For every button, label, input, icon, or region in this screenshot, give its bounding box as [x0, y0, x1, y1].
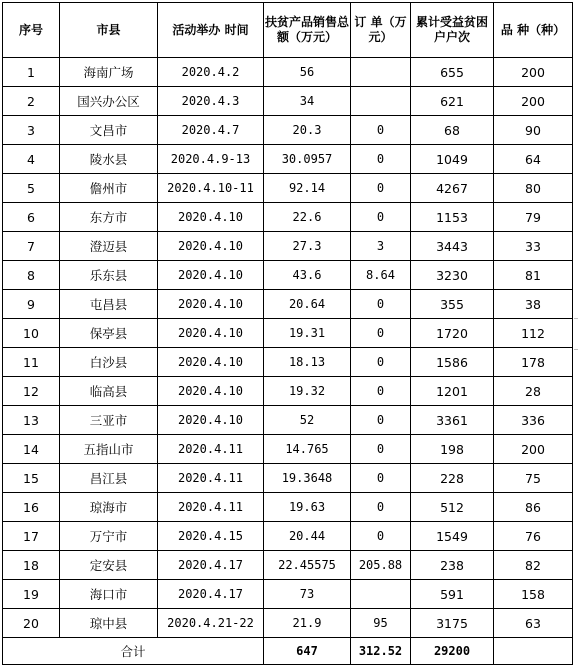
period-cell: 2020.4.9-13 — [158, 145, 264, 174]
households-cell: 621 — [411, 87, 494, 116]
table-row — [3, 609, 573, 638]
table-row — [3, 406, 573, 435]
sales-cell: 19.32 — [264, 377, 351, 406]
table-row — [3, 580, 573, 609]
seq-cell: 8 — [3, 261, 60, 290]
orders-cell: 95 — [351, 609, 411, 638]
period-cell: 2020.4.15 — [158, 522, 264, 551]
varieties-cell: 28 — [494, 377, 573, 406]
period-cell: 2020.4.10 — [158, 377, 264, 406]
varieties-cell: 63 — [494, 609, 573, 638]
seq-cell: 7 — [3, 232, 60, 261]
sales-cell: 14.765 — [264, 435, 351, 464]
orders-cell: 0 — [351, 464, 411, 493]
households-cell: 1049 — [411, 145, 494, 174]
table-row — [3, 319, 573, 348]
seq-cell: 6 — [3, 203, 60, 232]
period-cell: 2020.4.10 — [158, 406, 264, 435]
seq-cell: 18 — [3, 551, 60, 580]
table-row — [3, 551, 573, 580]
period-cell: 2020.4.2 — [158, 58, 264, 87]
varieties-cell: 200 — [494, 87, 573, 116]
seq-cell: 12 — [3, 377, 60, 406]
total-row — [3, 638, 573, 665]
table-row — [3, 174, 573, 203]
sales-cell: 21.9 — [264, 609, 351, 638]
seq-cell: 11 — [3, 348, 60, 377]
edge-divider — [574, 318, 578, 319]
varieties-cell: 158 — [494, 580, 573, 609]
period-cell: 2020.4.10-11 — [158, 174, 264, 203]
varieties-cell: 33 — [494, 232, 573, 261]
varieties-cell: 90 — [494, 116, 573, 145]
households-cell: 1720 — [411, 319, 494, 348]
header-seq: 序号 — [3, 3, 60, 58]
poverty-sales-table — [2, 2, 573, 665]
period-cell: 2020.4.21-22 — [158, 609, 264, 638]
county-cell: 昌江县 — [60, 464, 158, 493]
varieties-cell: 86 — [494, 493, 573, 522]
period-cell: 2020.4.11 — [158, 493, 264, 522]
sales-cell: 30.0957 — [264, 145, 351, 174]
seq-cell: 10 — [3, 319, 60, 348]
sales-cell: 18.13 — [264, 348, 351, 377]
period-cell: 2020.4.17 — [158, 551, 264, 580]
households-cell: 1153 — [411, 203, 494, 232]
sales-cell: 20.44 — [264, 522, 351, 551]
sales-cell: 34 — [264, 87, 351, 116]
households-cell: 4267 — [411, 174, 494, 203]
sales-cell: 73 — [264, 580, 351, 609]
county-cell: 东方市 — [60, 203, 158, 232]
seq-cell: 15 — [3, 464, 60, 493]
county-cell: 文昌市 — [60, 116, 158, 145]
seq-cell: 4 — [3, 145, 60, 174]
period-cell: 2020.4.7 — [158, 116, 264, 145]
sales-cell: 43.6 — [264, 261, 351, 290]
header-sales: 扶贫产品销售总额（万元） — [264, 3, 351, 58]
seq-cell: 5 — [3, 174, 60, 203]
seq-cell: 20 — [3, 609, 60, 638]
table-row — [3, 493, 573, 522]
seq-cell: 17 — [3, 522, 60, 551]
seq-cell: 13 — [3, 406, 60, 435]
varieties-cell: 82 — [494, 551, 573, 580]
varieties-cell: 76 — [494, 522, 573, 551]
households-cell: 591 — [411, 580, 494, 609]
seq-cell: 3 — [3, 116, 60, 145]
table-row — [3, 377, 573, 406]
table-row — [3, 87, 573, 116]
edge-divider — [574, 349, 578, 350]
sales-cell: 19.3648 — [264, 464, 351, 493]
county-cell: 保亭县 — [60, 319, 158, 348]
sales-cell: 27.3 — [264, 232, 351, 261]
county-cell: 陵水县 — [60, 145, 158, 174]
households-cell: 1549 — [411, 522, 494, 551]
county-cell: 海南广场 — [60, 58, 158, 87]
orders-cell: 0 — [351, 435, 411, 464]
orders-cell: 0 — [351, 203, 411, 232]
table-row — [3, 145, 573, 174]
period-cell: 2020.4.11 — [158, 435, 264, 464]
header-households: 累计受益贫困户户次 — [411, 3, 494, 58]
county-cell: 澄迈县 — [60, 232, 158, 261]
header-varieties: 品 种（种） — [494, 3, 573, 58]
varieties-cell: 75 — [494, 464, 573, 493]
seq-cell: 2 — [3, 87, 60, 116]
orders-cell: 0 — [351, 319, 411, 348]
households-cell: 1201 — [411, 377, 494, 406]
households-cell: 238 — [411, 551, 494, 580]
orders-cell: 0 — [351, 493, 411, 522]
total-varieties — [494, 638, 573, 665]
county-cell: 琼中县 — [60, 609, 158, 638]
households-cell: 68 — [411, 116, 494, 145]
varieties-cell: 200 — [494, 435, 573, 464]
total-sales: 647 — [264, 638, 351, 665]
total-orders: 312.52 — [351, 638, 411, 665]
county-cell: 乐东县 — [60, 261, 158, 290]
table-row — [3, 348, 573, 377]
varieties-cell: 81 — [494, 261, 573, 290]
orders-cell — [351, 87, 411, 116]
households-cell: 355 — [411, 290, 494, 319]
sales-cell: 92.14 — [264, 174, 351, 203]
households-cell: 655 — [411, 58, 494, 87]
households-cell: 3175 — [411, 609, 494, 638]
county-cell: 国兴办公区 — [60, 87, 158, 116]
period-cell: 2020.4.11 — [158, 464, 264, 493]
sales-cell: 19.31 — [264, 319, 351, 348]
orders-cell: 8.64 — [351, 261, 411, 290]
table-row — [3, 261, 573, 290]
seq-cell: 1 — [3, 58, 60, 87]
county-cell: 屯昌县 — [60, 290, 158, 319]
table-row — [3, 290, 573, 319]
table-row — [3, 522, 573, 551]
households-cell: 3361 — [411, 406, 494, 435]
sales-cell: 56 — [264, 58, 351, 87]
households-cell: 512 — [411, 493, 494, 522]
orders-cell: 0 — [351, 174, 411, 203]
orders-cell: 3 — [351, 232, 411, 261]
orders-cell: 0 — [351, 145, 411, 174]
period-cell: 2020.4.10 — [158, 319, 264, 348]
header-row — [3, 3, 573, 58]
sales-cell: 22.45575 — [264, 551, 351, 580]
varieties-cell: 64 — [494, 145, 573, 174]
county-cell: 琼海市 — [60, 493, 158, 522]
county-cell: 定安县 — [60, 551, 158, 580]
county-cell: 临高县 — [60, 377, 158, 406]
varieties-cell: 200 — [494, 58, 573, 87]
orders-cell: 0 — [351, 522, 411, 551]
period-cell: 2020.4.3 — [158, 87, 264, 116]
seq-cell: 14 — [3, 435, 60, 464]
orders-cell: 0 — [351, 348, 411, 377]
orders-cell: 0 — [351, 116, 411, 145]
county-cell: 海口市 — [60, 580, 158, 609]
sales-cell: 20.3 — [264, 116, 351, 145]
varieties-cell: 112 — [494, 319, 573, 348]
total-label: 合计 — [3, 638, 264, 665]
table-row — [3, 435, 573, 464]
county-cell: 三亚市 — [60, 406, 158, 435]
table-row — [3, 116, 573, 145]
orders-cell — [351, 580, 411, 609]
seq-cell: 16 — [3, 493, 60, 522]
total-households: 29200 — [411, 638, 494, 665]
table-row — [3, 464, 573, 493]
county-cell: 万宁市 — [60, 522, 158, 551]
county-cell: 儋州市 — [60, 174, 158, 203]
households-cell: 228 — [411, 464, 494, 493]
varieties-cell: 79 — [494, 203, 573, 232]
households-cell: 3230 — [411, 261, 494, 290]
sales-cell: 19.63 — [264, 493, 351, 522]
county-cell: 五指山市 — [60, 435, 158, 464]
orders-cell: 205.88 — [351, 551, 411, 580]
households-cell: 198 — [411, 435, 494, 464]
households-cell: 1586 — [411, 348, 494, 377]
county-cell: 白沙县 — [60, 348, 158, 377]
table-row — [3, 58, 573, 87]
period-cell: 2020.4.10 — [158, 232, 264, 261]
period-cell: 2020.4.10 — [158, 261, 264, 290]
header-county: 市县 — [60, 3, 158, 58]
header-orders: 订 单（万元） — [351, 3, 411, 58]
table-row — [3, 203, 573, 232]
sales-cell: 22.6 — [264, 203, 351, 232]
orders-cell: 0 — [351, 406, 411, 435]
header-period: 活动举办 时间 — [158, 3, 264, 58]
orders-cell: 0 — [351, 377, 411, 406]
table-row — [3, 232, 573, 261]
varieties-cell: 178 — [494, 348, 573, 377]
varieties-cell: 336 — [494, 406, 573, 435]
period-cell: 2020.4.10 — [158, 348, 264, 377]
period-cell: 2020.4.10 — [158, 290, 264, 319]
seq-cell: 9 — [3, 290, 60, 319]
households-cell: 3443 — [411, 232, 494, 261]
varieties-cell: 38 — [494, 290, 573, 319]
period-cell: 2020.4.10 — [158, 203, 264, 232]
sales-cell: 52 — [264, 406, 351, 435]
period-cell: 2020.4.17 — [158, 580, 264, 609]
seq-cell: 19 — [3, 580, 60, 609]
varieties-cell: 80 — [494, 174, 573, 203]
sales-cell: 20.64 — [264, 290, 351, 319]
orders-cell — [351, 58, 411, 87]
orders-cell: 0 — [351, 290, 411, 319]
